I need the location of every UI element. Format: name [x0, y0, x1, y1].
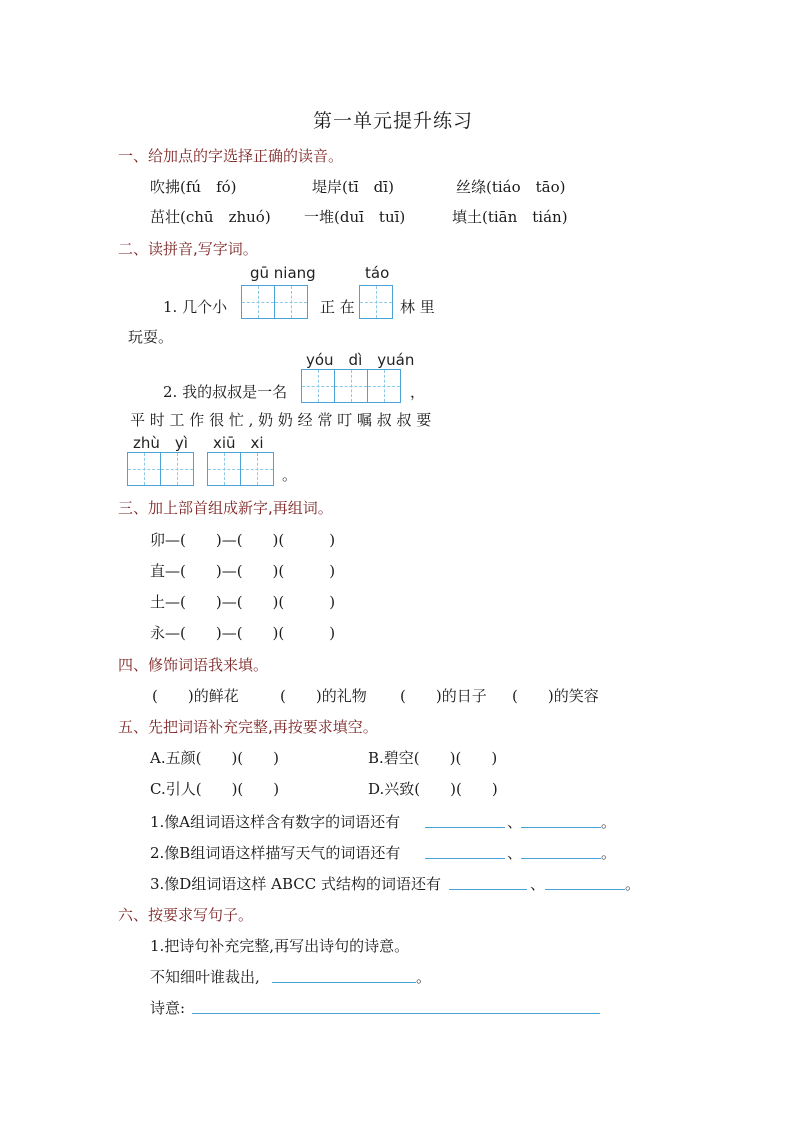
s5-q1-end: 。 [601, 813, 617, 831]
s3-row-1: 卯—( )—( )( ) [150, 531, 336, 549]
s2-q1-text-3: 林 里 [400, 298, 435, 316]
section-2-heading: 二、读拼音,写字词。 [118, 240, 258, 258]
writing-cell[interactable] [334, 369, 368, 403]
s5-q3-end: 。 [625, 875, 641, 893]
answer-blank[interactable] [449, 889, 527, 890]
writing-cell[interactable] [274, 285, 308, 319]
writing-cell[interactable] [359, 285, 393, 319]
s6-q1: 1.把诗句补充完整,再写出诗句的诗意。 [150, 937, 410, 955]
writing-grid-tao[interactable] [359, 285, 392, 319]
page-title: 第一单元提升练习 [313, 110, 474, 132]
s1-item-1: 吹拂(fú fó) [150, 178, 237, 196]
s5-q2-sep: 、 [507, 844, 523, 862]
writing-cell[interactable] [301, 369, 335, 403]
s5-q2: 2.像B组词语这样描写天气的词语还有 [150, 844, 401, 862]
writing-cell[interactable] [240, 452, 274, 486]
s2-q1-text-2: 正 在 [320, 298, 355, 316]
s5-q1-sep: 、 [507, 813, 523, 831]
s1-item-3: 丝绦(tiáo tāo) [456, 178, 566, 196]
writing-cell[interactable] [127, 452, 161, 486]
answer-blank-meaning[interactable] [192, 1013, 600, 1014]
pinyin-tao: táo [365, 264, 390, 282]
s3-row-2: 直—( )—( )( ) [150, 562, 336, 580]
pinyin-zhuyi: zhù yì [133, 434, 188, 452]
section-6-heading: 六、按要求写句子。 [118, 906, 254, 924]
s6-meaning-label: 诗意: [150, 999, 186, 1017]
answer-blank[interactable] [545, 889, 625, 890]
pinyin-guniang: gū niang [250, 264, 316, 282]
writing-cell[interactable] [367, 369, 401, 403]
s4-item-1: ( )的鲜花 [152, 687, 239, 705]
pinyin-youdiyuan: yóu dì yuán [306, 351, 415, 369]
s2-q1-text-4: 玩耍。 [128, 328, 174, 346]
s5-q2-end: 。 [601, 844, 617, 862]
s1-item-6: 填土(tiān tián) [452, 208, 568, 226]
s2-q2-period: 。 [282, 466, 298, 484]
section-3-heading: 三、加上部首组成新字,再组词。 [118, 499, 333, 517]
s5-q3: 3.像D组词语这样 ABCC 式结构的词语还有 [150, 875, 441, 893]
answer-blank[interactable] [521, 827, 601, 828]
s5-q3-sep: 、 [530, 875, 546, 893]
s5-item-d: D.兴致( )( ) [368, 780, 498, 798]
s6-poem-end: 。 [416, 968, 432, 986]
section-4-heading: 四、修饰词语我来填。 [118, 656, 269, 674]
s1-item-4: 茁壮(chū zhuó) [150, 208, 271, 226]
pinyin-xiuxi: xiū xi [213, 434, 264, 452]
s4-item-2: ( )的礼物 [280, 687, 367, 705]
answer-blank[interactable] [425, 858, 505, 859]
s3-row-3: 土—( )—( )( ) [150, 593, 336, 611]
s5-q1: 1.像A组词语这样含有数字的词语还有 [150, 813, 401, 831]
s2-q1-text-1: 1. 几个小 [163, 298, 228, 316]
s2-q2-comma: ， [410, 383, 426, 401]
s5-item-b: B.碧空( )( ) [368, 749, 498, 767]
answer-blank[interactable] [272, 982, 416, 983]
writing-cell[interactable] [207, 452, 241, 486]
writing-grid-xiuxi[interactable] [207, 452, 273, 486]
s1-item-2: 堤岸(tī dī) [312, 178, 394, 196]
answer-blank[interactable] [425, 827, 505, 828]
s2-q2-text-1: 2. 我的叔叔是一名 [163, 383, 288, 401]
s3-row-4: 永—( )—( )( ) [150, 624, 336, 642]
s5-item-c: C.引人( )( ) [150, 780, 280, 798]
answer-blank[interactable] [521, 858, 601, 859]
s2-q2-text-2: 平 时 工 作 很 忙 , 奶 奶 经 常 叮 嘱 叔 叔 要 [130, 411, 432, 429]
s4-item-3: ( )的日子 [400, 687, 487, 705]
writing-grid-youdiyuan[interactable] [301, 369, 400, 403]
s6-poem-line: 不知细叶谁裁出, [150, 968, 260, 986]
s1-item-5: 一堆(duī tuī) [304, 208, 406, 226]
writing-grid-guniang[interactable] [241, 285, 307, 319]
section-5-heading: 五、先把词语补充完整,再按要求填空。 [118, 718, 378, 736]
writing-grid-zhuyi[interactable] [127, 452, 193, 486]
section-1-heading: 一、给加点的字选择正确的读音。 [118, 147, 344, 165]
s4-item-4: ( )的笑容 [512, 687, 599, 705]
writing-cell[interactable] [160, 452, 194, 486]
s5-item-a: A.五颜( )( ) [150, 749, 280, 767]
writing-cell[interactable] [241, 285, 275, 319]
